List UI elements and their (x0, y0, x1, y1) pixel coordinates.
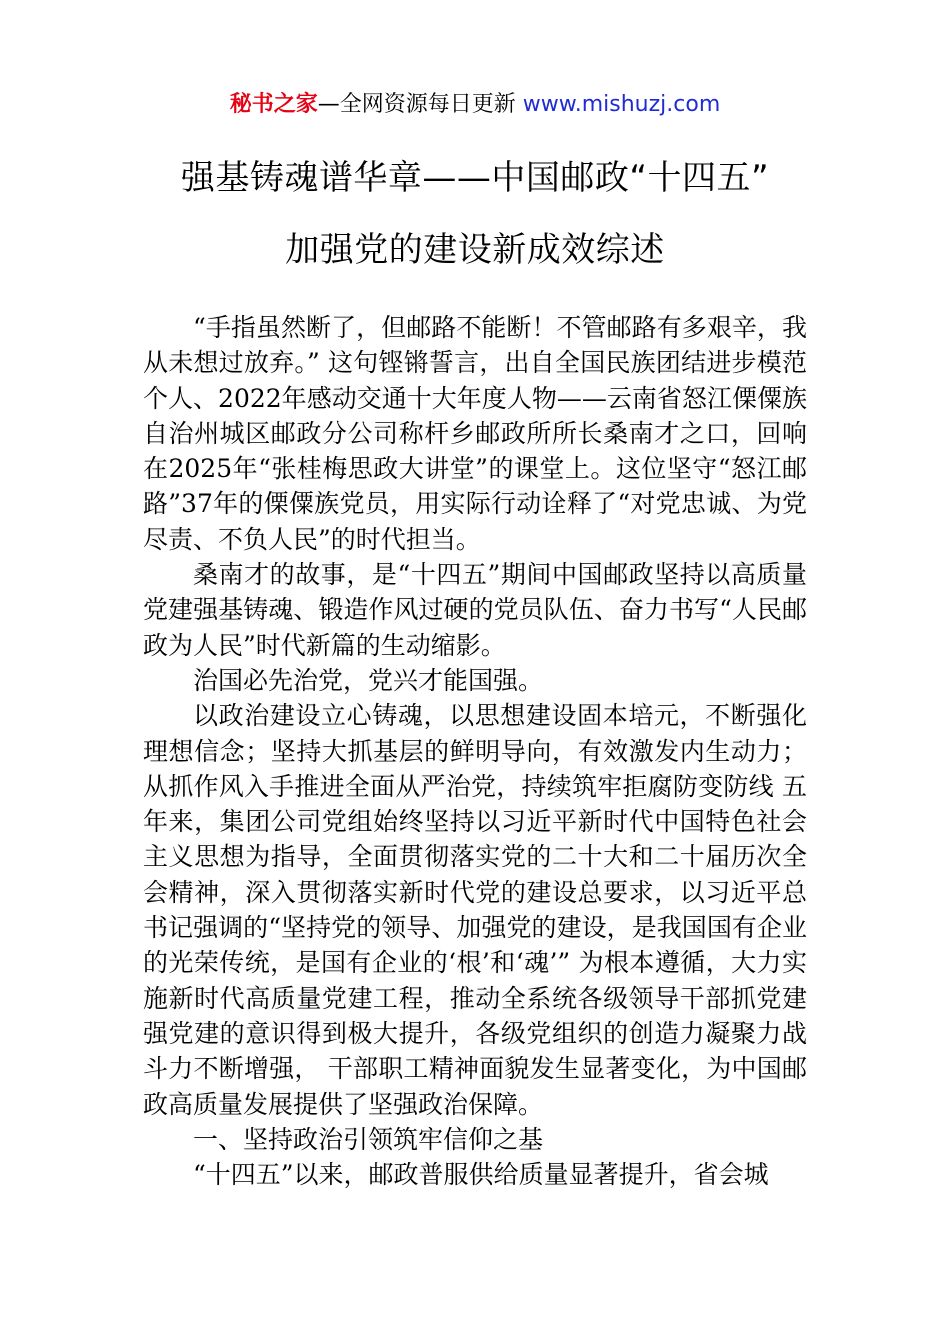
site-tagline: —全网资源每日更新 (317, 92, 523, 117)
site-brand: 秘书之家 (229, 92, 318, 117)
site-header (0, 88, 950, 122)
paragraph-governance: 治国必先治党，党兴才能国强。 (193, 665, 544, 695)
section-heading-1: 一、坚持政治引领筑牢信仰之基 (193, 1124, 544, 1154)
paragraph-quote: “手指虽然断了，但邮路不能断！不管邮路有多艰辛，我从未想过放弃。” 这句铿锵誓言，出自全国民族团结进步模范个人、2022年感动交通十大年度人物——云南省怒江傈僳族自治州城区邮政分公司称杆乡邮政所所长桑南才之口，回响在2025年“张桂梅思政大讲堂”的课堂上。这位坚守“怒江邮路”37年的傈僳族党员，用实际行动诠释了“对党忠诚、为党尽责、不负人民”的时代担当。 (143, 313, 807, 554)
paragraph-section-1-start: “十四五”以来，邮政普服供给质量显著提升，省会城 (193, 1160, 769, 1190)
document-title-line-1: 强基铸魂谱华章——中国邮政“十四五” (180, 158, 770, 198)
site-url-link[interactable]: www.mishuzj.com (522, 92, 721, 117)
document-body (143, 310, 807, 1192)
paragraph-story: 桑南才的故事，是“十四五”期间中国邮政坚持以高质量党建强基铸魂、锻造作风过硬的党员队伍、奋力书写“人民邮政为人民”时代新篇的生动缩影。 (143, 560, 807, 660)
document-title-line-2: 加强党的建设新成效综述 (285, 230, 665, 270)
paragraph-summary: 以政治建设立心铸魂，以思想建设固本培元，不断强化理想信念；坚持大抓基层的鲜明导向，有效激发内生动力；从抓作风入手推进全面从严治党，持续筑牢拒腐防变防线 五年来，集团公司党组始终坚持以习近平新时代中国特色社会主义思想为指导，全面贯彻落实党的二十大和二十届历次全会精神，深入贯彻落实新时代党的建设总要求，以习近平总书记强调的“坚持党的领导、加强党的建设，是我国国有企业的光荣传统，是国有企业的‘根’和‘魂’” 为根本遵循，大力实施新时代高质量党建工程，推动全系统各级领导干部抓党建强党建的意识得到极大提升，各级党组织的创造力凝聚力战斗力不断增强， 干部职工精神面貌发生显著变化，为中国邮政高质量发展提供了坚强政治保障。 (143, 701, 807, 1119)
